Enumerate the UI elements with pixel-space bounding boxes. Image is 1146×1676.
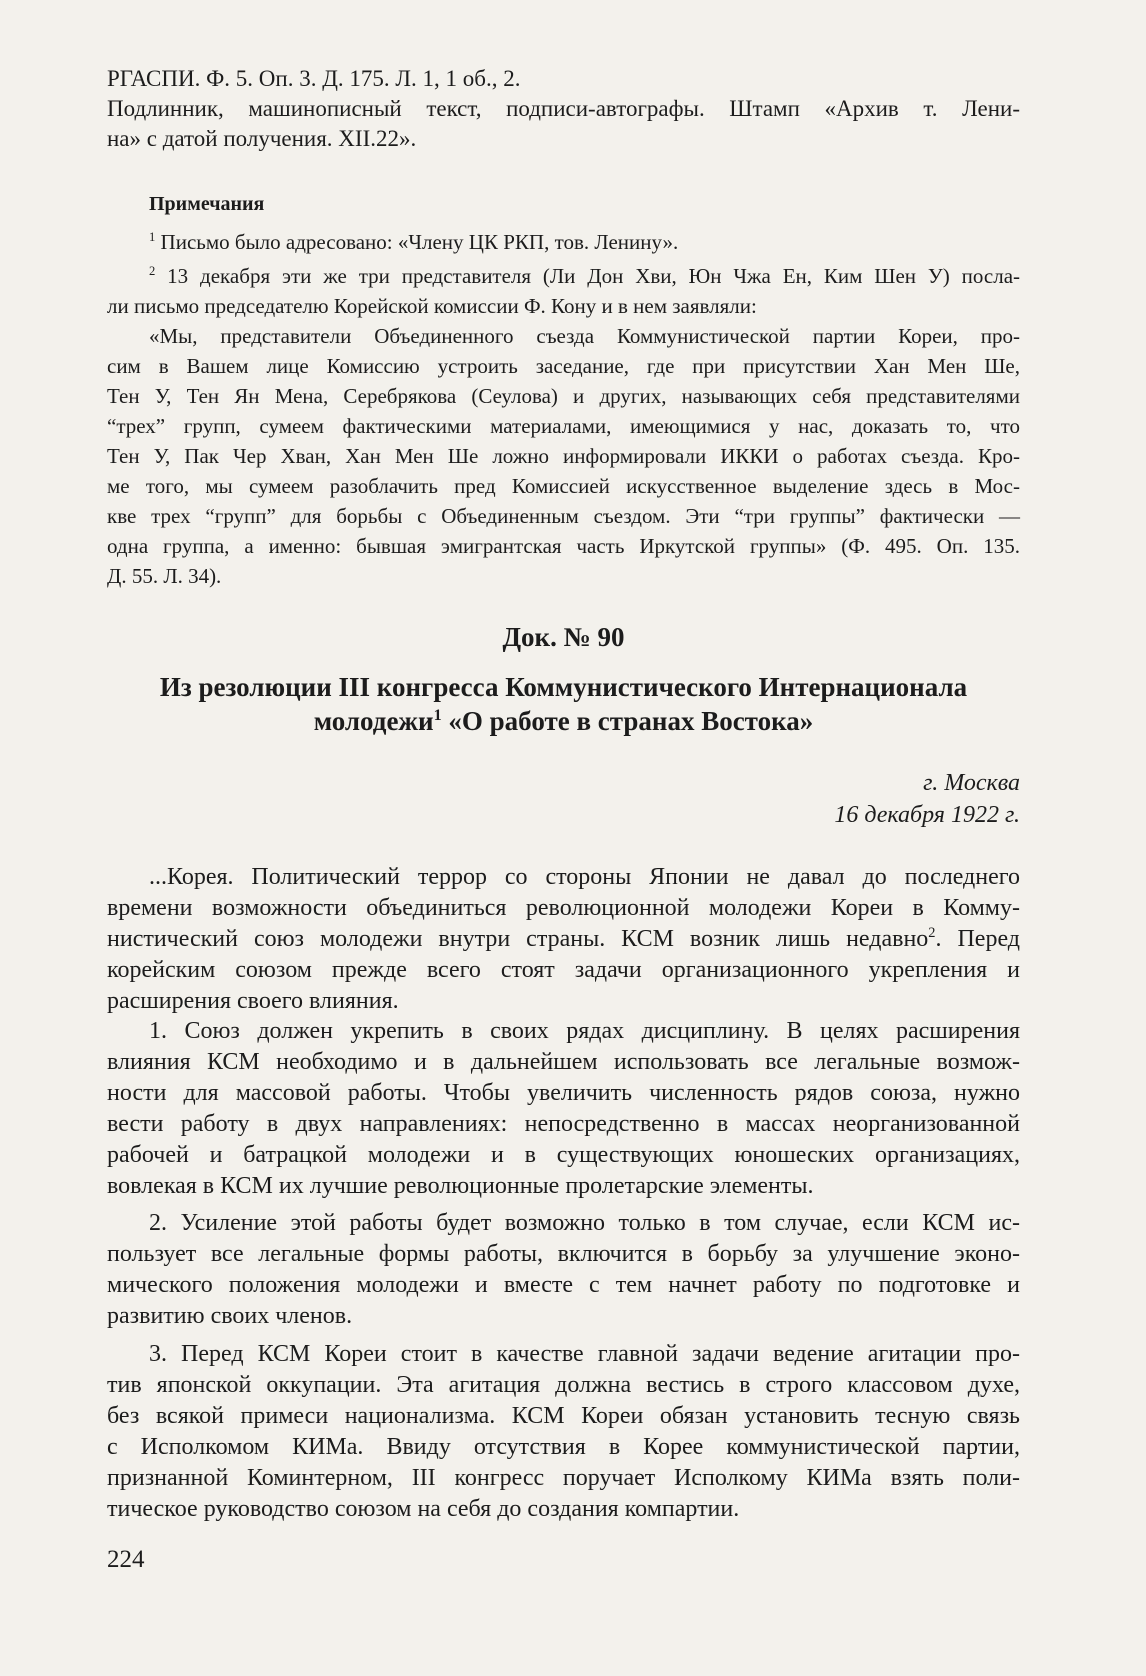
text-line: признанной Коминтерном, III конгресс поручает Исполкому КИМа взять поли-	[107, 1465, 1020, 1491]
paragraph-3	[107, 1208, 1020, 1332]
document-title	[107, 670, 1020, 738]
place: г. Москва	[923, 770, 1020, 796]
text-line: тив японской оккупации. Эта агитация должна вестись в строго классовом духе,	[107, 1372, 1020, 1398]
text-line: ...Корея. Политический террор со стороны Японии не давал до последнего	[149, 864, 1020, 890]
source-line: на» с датой получения. XII.22».	[107, 126, 417, 151]
quote-line: “трех” групп, сумеем фактическими материалами, имеющимися у нас, доказать то, что	[107, 414, 1020, 438]
page-number: 224	[107, 1546, 145, 1573]
title-text: молодежи	[313, 706, 434, 736]
text-line: 2. Усиление этой работы будет возможно только в том случае, если КСМ ис-	[149, 1210, 1020, 1236]
footnote-marker: 1	[433, 706, 442, 724]
text-line: корейским союзом прежде всего стоят задачи организационного укрепления и	[107, 957, 1020, 983]
footnote-2	[107, 261, 1020, 291]
quote-line: «Мы, представители Объединенного съезда Коммунистической партии Кореи, про-	[149, 324, 1020, 348]
notes-section	[107, 189, 1020, 591]
text-line: 1. Союз должен укрепить в своих рядах дисциплину. В целях расширения	[149, 1018, 1020, 1044]
date: 16 декабря 1922 г.	[834, 802, 1020, 828]
notes-title: Примечания	[149, 193, 265, 215]
title-text: «О работе в странах Востока»	[441, 706, 814, 736]
title-line	[107, 704, 1020, 738]
footnote-marker: 2	[149, 264, 156, 278]
footnote-marker: 1	[149, 230, 156, 244]
text: нистический союз молодежи внутри страны. КСМ возник лишь недавно	[107, 926, 929, 952]
place-date	[107, 767, 1020, 831]
quote-line: ме того, мы сумеем разоблачить пред Комиссией искусственное выделение здесь в Мос-	[107, 474, 1020, 498]
text-line: времени возможности объединиться революционной молодежи Кореи в Комму-	[107, 895, 1020, 921]
text-line: рабочей и батрацкой молодежи и в существующих юношеских организациях,	[107, 1142, 1020, 1168]
text-line: влияния КСМ необходимо и в дальнейшем использовать все легальные возмож-	[107, 1049, 1020, 1075]
text-line: 3. Перед КСМ Кореи стоит в качестве главной задачи ведение агитации про-	[149, 1341, 1020, 1367]
text-line: без всякой примеси национализма. КСМ Кореи обязан установить тесную связь	[107, 1403, 1020, 1429]
quote-line: Тен У, Пак Чер Хван, Хан Мен Ше ложно информировали ИККИ о работах съезда. Кро-	[107, 444, 1020, 468]
text-line: тическое руководство союзом на себя до создания компартии.	[107, 1496, 740, 1522]
text-line: расширения своего влияния.	[107, 988, 399, 1014]
text-line: развитию своих членов.	[107, 1303, 353, 1329]
footnote-1	[107, 227, 1020, 257]
footnote-text: 13 декабря эти же три представителя (Ли Дон Хви, Юн Чжа Ен, Ким Шен У) посла-	[167, 264, 1021, 288]
source-line: Подлинник, машинописный текст, подписи-автографы. Штамп «Архив т. Лени-	[107, 96, 1020, 121]
quote-line: Тен У, Тен Ян Мена, Серебрякова (Сеулова) и других, называющих себя представителями	[107, 384, 1020, 408]
quote-line: кве трех “групп” для борьбы с Объединенным съездом. Эти “три группы” фактически —	[107, 504, 1020, 528]
text-line: вовлекая в КСМ их лучшие революционные пролетарские элементы.	[107, 1173, 814, 1199]
text-line: пользует все легальные формы работы, включится в борьбу за улучшение эконо-	[107, 1241, 1020, 1267]
paragraph-4	[107, 1339, 1020, 1525]
paragraph-1	[107, 862, 1020, 1017]
quote-line: одна группа, а именно: бывшая эмигрантская часть Иркутской группы» (Ф. 495. Оп. 135.	[107, 534, 1020, 558]
title-line: Из резолюции III конгресса Коммунистического Интернационала	[159, 672, 968, 702]
text-line: вести работу в двух направлениях: непосредственно в массах неорганизованной	[107, 1111, 1020, 1137]
footnote-text: Письмо было адресовано: «Члену ЦК РКП, тов. Ленину».	[160, 230, 679, 254]
paragraph-2	[107, 1016, 1020, 1202]
text-line: с Исполкомом КИМа. Ввиду отсутствия в Корее коммунистической партии,	[107, 1434, 1020, 1460]
quote-line: Д. 55. Л. 34).	[107, 564, 222, 588]
text-line	[107, 924, 1020, 955]
footnote-marker: 2	[928, 925, 936, 941]
text: . Перед	[935, 926, 1020, 952]
archive-source	[107, 64, 1020, 154]
footnote-text: ли письмо председателю Корейской комиссии Ф. Кону и в нем заявляли:	[107, 294, 757, 318]
document-number: Док. № 90	[502, 622, 625, 652]
text-line: мического положения молодежи и вместе с тем начнет работу по подготовке и	[107, 1272, 1020, 1298]
text-line: ности для массовой работы. Чтобы увеличить численность рядов союза, нужно	[107, 1080, 1020, 1106]
source-line: РГАСПИ. Ф. 5. Оп. 3. Д. 175. Л. 1, 1 об., 2.	[107, 66, 521, 91]
quote-line: сим в Вашем лице Комиссию устроить заседание, где при присутствии Хан Мен Ше,	[107, 354, 1020, 378]
